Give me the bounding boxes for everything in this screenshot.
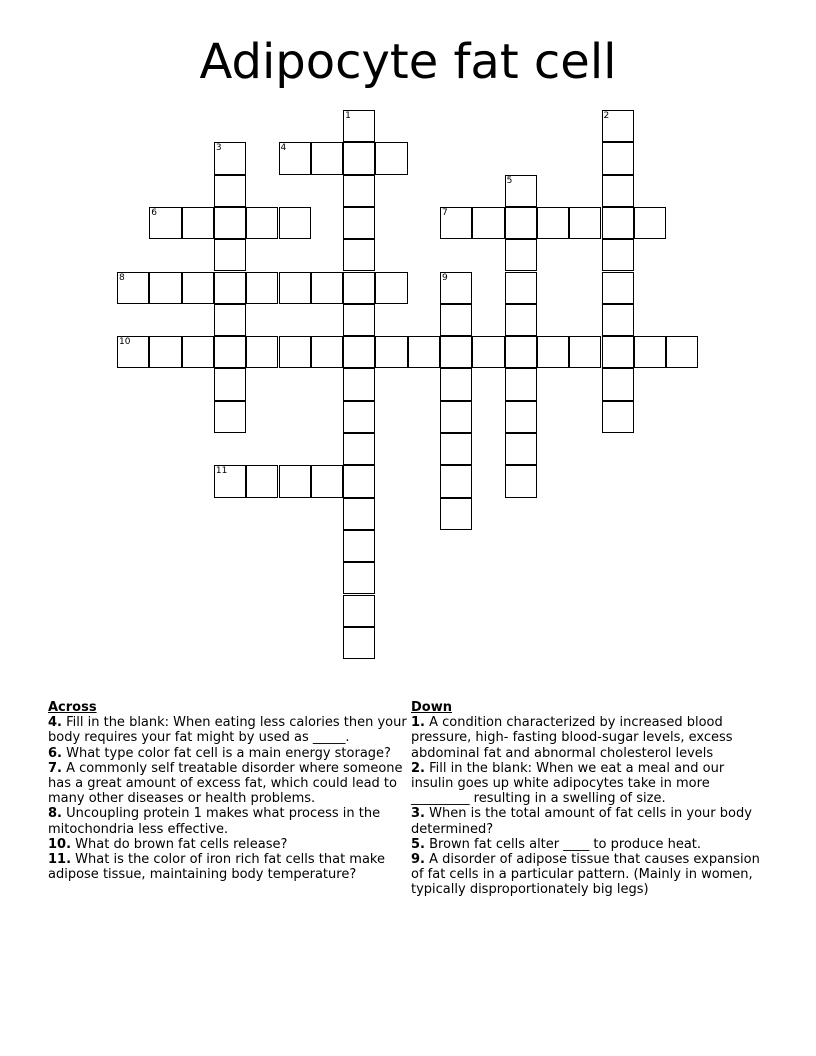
down-clue-list [411, 715, 761, 897]
clue-text: What is the color of iron rich fat cells that make adipose tissue, maintaining body temperature? [48, 852, 385, 883]
clue-label: 4. [48, 715, 62, 731]
clue-label: 10. [48, 836, 72, 852]
crossword-cell[interactable] [343, 239, 375, 271]
crossword-cell[interactable] [537, 336, 569, 368]
crossword-cell[interactable] [343, 595, 375, 627]
crossword-cell[interactable] [149, 336, 181, 368]
across-clue [48, 837, 408, 852]
crossword-cell[interactable] [537, 207, 569, 239]
crossword-cell[interactable] [343, 142, 375, 174]
crossword-cell[interactable] [214, 239, 246, 271]
crossword-cell[interactable] [505, 272, 537, 304]
crossword-cell[interactable] [505, 239, 537, 271]
crossword-cell[interactable] [375, 142, 407, 174]
across-clue [48, 761, 408, 807]
crossword-cell[interactable] [311, 336, 343, 368]
crossword-cell[interactable] [214, 401, 246, 433]
across-clue [48, 806, 408, 836]
crossword-cell[interactable] [214, 175, 246, 207]
crossword-cell[interactable] [214, 272, 246, 304]
clue-number: 7 [442, 207, 448, 218]
down-clue [411, 761, 761, 807]
down-clue [411, 806, 761, 836]
crossword-cell[interactable] [214, 207, 246, 239]
down-heading: Down [411, 700, 452, 715]
crossword-cell[interactable] [602, 110, 634, 142]
clue-text: Fill in the blank: When eating less calories then your body requires your fat might by used as _____. [48, 715, 407, 746]
clue-number: 1 [345, 111, 351, 121]
crossword-cell[interactable] [214, 336, 246, 368]
across-clue [48, 715, 408, 745]
crossword-cell[interactable] [343, 175, 375, 207]
clue-label: 8. [48, 806, 62, 822]
crossword-cell[interactable] [279, 142, 311, 174]
clue-label: 6. [48, 745, 62, 761]
clue-number: 9 [442, 272, 448, 283]
crossword-cell[interactable] [408, 336, 440, 368]
down-clues [411, 700, 761, 898]
crossword-cell[interactable] [505, 336, 537, 368]
crossword-cell[interactable] [279, 336, 311, 368]
clue-text: Uncoupling protein 1 makes what process in the mitochondria less effective. [48, 806, 381, 837]
crossword-cell[interactable] [279, 272, 311, 304]
clue-text: A disorder of adipose tissue that causes expansion of fat cells in a particular pattern. (Mainly in women, typically disproportionately big legs) [411, 852, 760, 898]
crossword-cell[interactable] [343, 110, 375, 142]
crossword-cell[interactable] [602, 336, 634, 368]
crossword-cell[interactable] [182, 336, 214, 368]
crossword-cell[interactable] [343, 207, 375, 239]
crossword-cell[interactable] [602, 368, 634, 400]
crossword-cell[interactable] [182, 207, 214, 239]
crossword-cell[interactable] [440, 207, 472, 239]
crossword-cell[interactable] [602, 207, 634, 239]
crossword-cell[interactable] [666, 336, 698, 368]
crossword-cell[interactable] [117, 336, 149, 368]
clue-label: 9. [411, 852, 425, 868]
clue-number: 11 [215, 466, 228, 477]
crossword-cell[interactable] [505, 401, 537, 433]
across-clue [48, 746, 408, 761]
clue-label: 7. [48, 760, 62, 776]
clue-label: 2. [411, 760, 425, 776]
crossword-cell[interactable] [246, 465, 278, 497]
crossword-cell[interactable] [343, 433, 375, 465]
clue-number: 2 [603, 111, 610, 121]
crossword-cell[interactable] [472, 207, 504, 239]
crossword-cell[interactable] [343, 530, 375, 562]
crossword-cell[interactable] [343, 272, 375, 304]
crossword-cell[interactable] [214, 142, 246, 174]
crossword-cell[interactable] [279, 465, 311, 497]
clue-number: 10 [119, 337, 131, 348]
crossword-cell[interactable] [279, 207, 311, 239]
crossword-cell[interactable] [634, 336, 666, 368]
crossword-cell[interactable] [602, 239, 634, 271]
crossword-cell[interactable] [472, 336, 504, 368]
crossword-cell[interactable] [505, 175, 537, 207]
clue-text: A condition characterized by increased blood pressure, high- fasting blood-sugar levels, excess abdominal fat and abnormal cholesterol levels [411, 715, 733, 761]
clue-text: Brown fat cells alter ____ to produce heat. [424, 836, 702, 852]
down-clue [411, 715, 761, 761]
crossword-cell[interactable] [634, 207, 666, 239]
crossword-cell[interactable] [440, 368, 472, 400]
clue-label: 5. [411, 836, 425, 852]
down-clue [411, 852, 761, 898]
crossword-cell[interactable] [602, 142, 634, 174]
crossword-cell[interactable] [117, 272, 149, 304]
crossword-cell[interactable] [505, 465, 537, 497]
crossword-cell[interactable] [440, 336, 472, 368]
crossword-cell[interactable] [246, 272, 278, 304]
crossword-cell[interactable] [214, 465, 246, 497]
crossword-cell[interactable] [505, 207, 537, 239]
clue-label: 11. [48, 852, 72, 868]
clue-label: 1. [411, 715, 425, 731]
clue-number: 8 [119, 272, 125, 283]
crossword-cell[interactable] [602, 401, 634, 433]
crossword-cell[interactable] [343, 498, 375, 530]
crossword-cell[interactable] [343, 401, 375, 433]
crossword-cell[interactable] [343, 562, 375, 594]
crossword-cell[interactable] [375, 272, 407, 304]
crossword-cell[interactable] [311, 465, 343, 497]
crossword-cell[interactable] [343, 336, 375, 368]
crossword-cell[interactable] [440, 272, 472, 304]
down-clue [411, 837, 761, 852]
clue-number: 6 [151, 207, 158, 218]
crossword-cell[interactable] [214, 368, 246, 400]
across-clue-list [48, 715, 408, 882]
crossword-cell[interactable] [440, 304, 472, 336]
crossword-cell[interactable] [440, 498, 472, 530]
crossword-cell[interactable] [149, 207, 181, 239]
crossword-cell[interactable] [182, 272, 214, 304]
crossword-cell[interactable] [602, 272, 634, 304]
crossword-cell[interactable] [149, 272, 181, 304]
clue-text: A commonly self treatable disorder where someone has a great amount of excess fat, which could lead to many other diseases or health problems. [48, 760, 403, 807]
crossword-cell[interactable] [246, 207, 278, 239]
crossword-cell[interactable] [569, 207, 601, 239]
crossword-cell[interactable] [440, 465, 472, 497]
crossword-cell[interactable] [440, 433, 472, 465]
clue-label: 3. [411, 806, 425, 822]
clue-text: What type color fat cell is a main energy storage? [61, 745, 391, 761]
clue-text: When is the total amount of fat cells in your body determined? [411, 806, 752, 837]
crossword-cell[interactable] [343, 304, 375, 336]
across-clue [48, 852, 408, 882]
across-heading: Across [48, 700, 97, 715]
clue-text: Fill in the blank: When we eat a meal and our insulin goes up white adipocytes take in more _________ resulting in a swelling of size. [411, 760, 725, 807]
crossword-cell[interactable] [602, 304, 634, 336]
clue-number: 3 [215, 143, 222, 154]
crossword-cell[interactable] [569, 336, 601, 368]
crossword-cell[interactable] [602, 175, 634, 207]
crossword-cell[interactable] [343, 465, 375, 497]
crossword-cell[interactable] [440, 401, 472, 433]
crossword-cell[interactable] [311, 272, 343, 304]
crossword-cell[interactable] [343, 368, 375, 400]
clue-number: 5 [506, 175, 513, 186]
clue-text: What do brown fat cells release? [71, 836, 288, 852]
crossword-cell[interactable] [246, 336, 278, 368]
page-title: Adipocyte fat cell [199, 34, 617, 90]
crossword-cell[interactable] [214, 304, 246, 336]
across-clues [48, 700, 408, 882]
crossword-cell[interactable] [311, 142, 343, 174]
clue-number: 4 [280, 143, 287, 154]
crossword-cell[interactable] [505, 304, 537, 336]
crossword-cell[interactable] [505, 368, 537, 400]
crossword-cell[interactable] [505, 433, 537, 465]
crossword-cell[interactable] [375, 336, 407, 368]
crossword-cell[interactable] [343, 627, 375, 659]
